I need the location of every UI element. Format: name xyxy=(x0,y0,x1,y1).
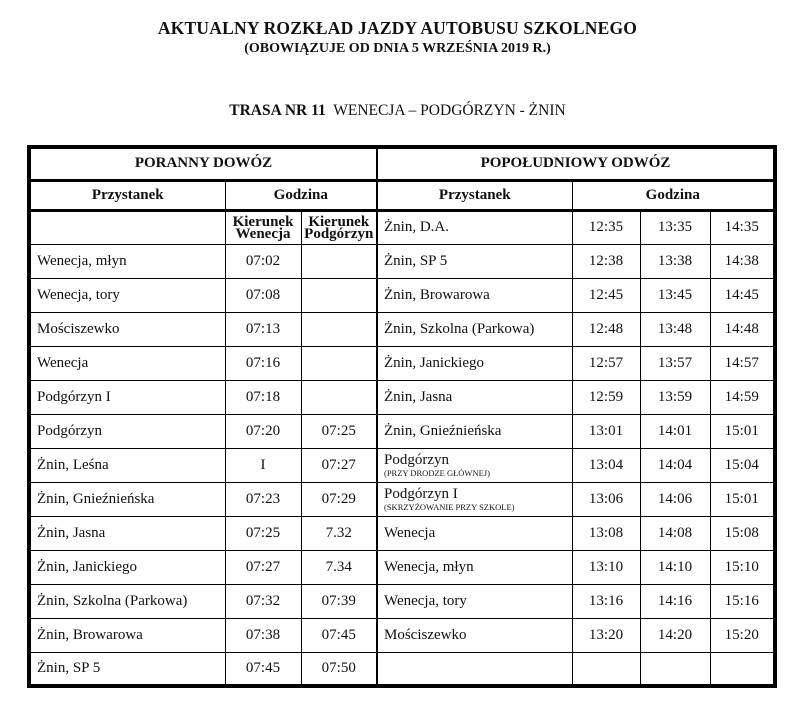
afternoon-stop-name: Wenecja, tory xyxy=(377,584,572,618)
morning-stop-name: Żnin, Browarowa xyxy=(29,618,225,652)
afternoon-stop-name: Żnin, D.A. xyxy=(377,210,572,244)
document-title: AKTUALNY ROZKŁAD JAZDY AUTOBUSU SZKOLNEGO xyxy=(157,18,638,38)
table-row xyxy=(29,210,775,244)
morning-stop-header: Przystanek xyxy=(29,180,225,210)
morning-time-wenecja: 07:16 xyxy=(225,346,301,380)
afternoon-stop-name xyxy=(377,482,572,516)
morning-stop-name: Żnin, Leśna xyxy=(29,448,225,482)
morning-time-wenecja: I xyxy=(225,448,301,482)
table-row xyxy=(29,448,775,482)
afternoon-time-3: 14:59 xyxy=(710,380,775,414)
afternoon-time-3: 15:01 xyxy=(710,414,775,448)
morning-time-wenecja: 07:38 xyxy=(225,618,301,652)
morning-stop-name: Wenecja xyxy=(29,346,225,380)
morning-time-podgorzyn xyxy=(301,244,377,278)
afternoon-stop-name: Żnin, Janickiego xyxy=(377,346,572,380)
table-row xyxy=(29,244,775,278)
morning-stop-name: Żnin, Szkolna (Parkowa) xyxy=(29,584,225,618)
afternoon-time-header: Godzina xyxy=(572,180,775,210)
table-row xyxy=(29,414,775,448)
afternoon-time-1: 12:48 xyxy=(572,312,640,346)
afternoon-stop-name: Żnin, SP 5 xyxy=(377,244,572,278)
table-row xyxy=(29,278,775,312)
afternoon-time-2: 14:16 xyxy=(640,584,710,618)
timetable xyxy=(27,145,777,688)
afternoon-time-3: 14:45 xyxy=(710,278,775,312)
morning-stop-name: Podgórzyn xyxy=(29,414,225,448)
afternoon-stop-note: (SKRZYŻOWANIE PRZY SZKOLE) xyxy=(384,501,515,512)
morning-stop-name: Żnin, Jasna xyxy=(29,516,225,550)
table-row xyxy=(29,482,775,516)
afternoon-time-3: 14:57 xyxy=(710,346,775,380)
morning-stop-name: Żnin, Janickiego xyxy=(29,550,225,584)
table-row xyxy=(29,516,775,550)
afternoon-time-3: 15:20 xyxy=(710,618,775,652)
afternoon-time-3: 15:10 xyxy=(710,550,775,584)
afternoon-time-1: 12:57 xyxy=(572,346,640,380)
afternoon-stop-name: Wenecja, młyn xyxy=(377,550,572,584)
afternoon-time-3: 15:08 xyxy=(710,516,775,550)
table-row xyxy=(29,380,775,414)
morning-time-podgorzyn: 07:29 xyxy=(301,482,377,516)
afternoon-stop-name: Żnin, Jasna xyxy=(377,380,572,414)
morning-time-podgorzyn xyxy=(301,346,377,380)
morning-time-wenecja: 07:27 xyxy=(225,550,301,584)
afternoon-time-2: 14:04 xyxy=(640,448,710,482)
afternoon-stop-label: Podgórzyn xyxy=(384,451,449,468)
afternoon-empty-cell xyxy=(572,652,640,686)
afternoon-time-1: 12:59 xyxy=(572,380,640,414)
morning-time-wenecja: 07:13 xyxy=(225,312,301,346)
morning-time-podgorzyn xyxy=(301,380,377,414)
morning-stop-name: Mościszewko xyxy=(29,312,225,346)
afternoon-time-1: 13:16 xyxy=(572,584,640,618)
direction-podgorzyn-header: Kierunek Podgórzyn xyxy=(301,210,377,244)
afternoon-stop-name: Żnin, Browarowa xyxy=(377,278,572,312)
morning-time-podgorzyn: 07:45 xyxy=(301,618,377,652)
afternoon-empty-cell xyxy=(710,652,775,686)
morning-time-podgorzyn xyxy=(301,312,377,346)
morning-time-wenecja: 07:23 xyxy=(225,482,301,516)
morning-time-wenecja: 07:45 xyxy=(225,652,301,686)
afternoon-stop-name: Żnin, Gnieźnieńska xyxy=(377,414,572,448)
morning-time-header: Godzina xyxy=(225,180,377,210)
morning-stop-name: Wenecja, tory xyxy=(29,278,225,312)
morning-time-wenecja: 07:25 xyxy=(225,516,301,550)
afternoon-time-2: 14:01 xyxy=(640,414,710,448)
afternoon-time-2: 14:20 xyxy=(640,618,710,652)
afternoon-empty-cell xyxy=(377,652,572,686)
afternoon-time-3: 15:16 xyxy=(710,584,775,618)
morning-stop-name: Żnin, Gnieźnieńska xyxy=(29,482,225,516)
afternoon-time-2: 14:06 xyxy=(640,482,710,516)
afternoon-time-1: 13:10 xyxy=(572,550,640,584)
afternoon-time-2: 13:59 xyxy=(640,380,710,414)
afternoon-time-1: 12:35 xyxy=(572,210,640,244)
afternoon-stop-label: Podgórzyn I xyxy=(384,485,458,502)
afternoon-time-2: 13:48 xyxy=(640,312,710,346)
morning-time-wenecja: 07:32 xyxy=(225,584,301,618)
morning-section-title: PORANNY DOWÓZ xyxy=(29,147,377,180)
afternoon-time-1: 13:06 xyxy=(572,482,640,516)
morning-time-podgorzyn: 07:50 xyxy=(301,652,377,686)
afternoon-time-2: 14:10 xyxy=(640,550,710,584)
afternoon-section-title: POPOŁUDNIOWY ODWÓZ xyxy=(377,147,775,180)
afternoon-time-1: 13:08 xyxy=(572,516,640,550)
morning-stop-name: Wenecja, młyn xyxy=(29,244,225,278)
afternoon-time-1: 13:01 xyxy=(572,414,640,448)
afternoon-time-2: 13:38 xyxy=(640,244,710,278)
afternoon-time-1: 12:45 xyxy=(572,278,640,312)
morning-time-wenecja: 07:18 xyxy=(225,380,301,414)
morning-time-wenecja: 07:20 xyxy=(225,414,301,448)
morning-empty-cell xyxy=(29,210,225,244)
afternoon-empty-cell xyxy=(640,652,710,686)
morning-time-podgorzyn: 7.32 xyxy=(301,516,377,550)
direction-wenecja-header: Kierunek Wenecja xyxy=(225,210,301,244)
route-label: TRASA NR 11 xyxy=(229,102,326,119)
afternoon-time-3: 14:38 xyxy=(710,244,775,278)
route-name: WENECJA – PODGÓRZYN - ŻNIN xyxy=(333,102,566,119)
morning-time-podgorzyn: 07:25 xyxy=(301,414,377,448)
morning-time-wenecja: 07:02 xyxy=(225,244,301,278)
afternoon-time-2: 14:08 xyxy=(640,516,710,550)
table-row xyxy=(29,312,775,346)
morning-time-podgorzyn: 07:39 xyxy=(301,584,377,618)
morning-time-podgorzyn xyxy=(301,278,377,312)
afternoon-stop-name: Mościszewko xyxy=(377,618,572,652)
table-row xyxy=(29,618,775,652)
afternoon-stop-header: Przystanek xyxy=(377,180,572,210)
afternoon-stop-name: Wenecja xyxy=(377,516,572,550)
table-row xyxy=(29,652,775,686)
afternoon-time-3: 15:04 xyxy=(710,448,775,482)
afternoon-time-1: 13:04 xyxy=(572,448,640,482)
afternoon-stop-name xyxy=(377,448,572,482)
afternoon-time-3: 15:01 xyxy=(710,482,775,516)
afternoon-time-2: 13:45 xyxy=(640,278,710,312)
afternoon-time-2: 13:57 xyxy=(640,346,710,380)
afternoon-stop-note: (PRZY DRODZE GŁÓWNEJ) xyxy=(384,467,490,478)
morning-time-podgorzyn: 7.34 xyxy=(301,550,377,584)
document-subtitle: (OBOWIĄZUJE OD DNIA 5 WRZEŚNIA 2019 R.) xyxy=(244,41,551,56)
route-heading xyxy=(0,102,795,120)
morning-time-podgorzyn: 07:27 xyxy=(301,448,377,482)
table-row xyxy=(29,584,775,618)
morning-stop-name: Żnin, SP 5 xyxy=(29,652,225,686)
afternoon-time-1: 13:20 xyxy=(572,618,640,652)
afternoon-time-1: 12:38 xyxy=(572,244,640,278)
afternoon-time-3: 14:48 xyxy=(710,312,775,346)
morning-stop-name: Podgórzyn I xyxy=(29,380,225,414)
morning-time-wenecja: 07:08 xyxy=(225,278,301,312)
afternoon-time-3: 14:35 xyxy=(710,210,775,244)
afternoon-stop-name: Żnin, Szkolna (Parkowa) xyxy=(377,312,572,346)
table-row xyxy=(29,550,775,584)
table-row xyxy=(29,346,775,380)
afternoon-time-2: 13:35 xyxy=(640,210,710,244)
